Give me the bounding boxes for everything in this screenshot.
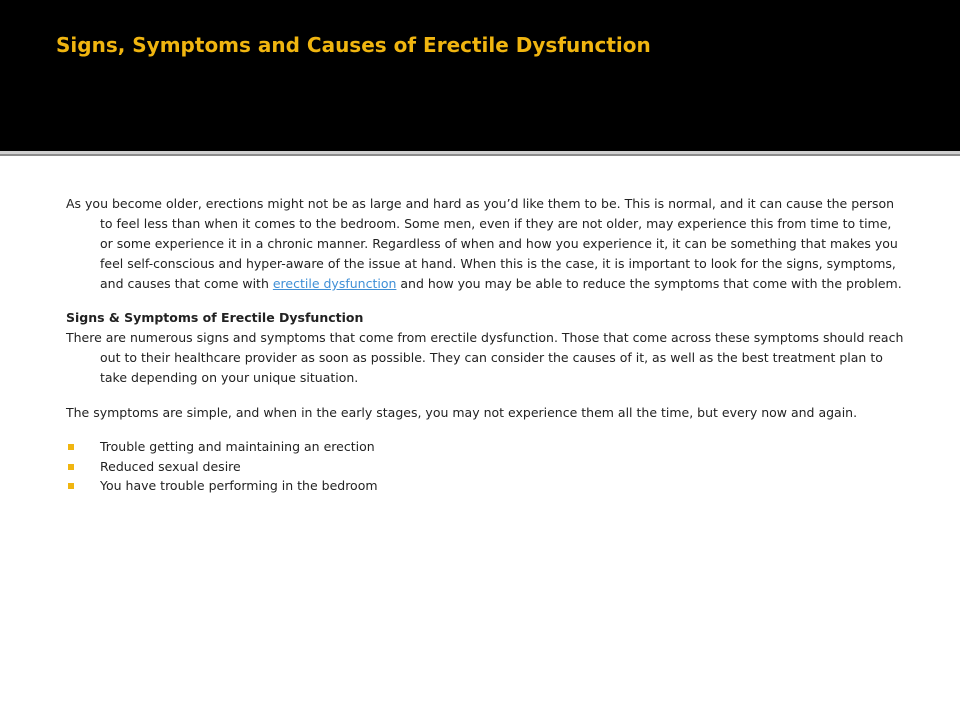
list-item-text: You have trouble performing in the bedroom <box>100 478 378 493</box>
intro-text-after-link: and how you may be able to reduce the symptoms that come with the problem. <box>396 276 902 291</box>
list-item-text: Trouble getting and maintaining an erection <box>100 439 375 454</box>
section-paragraph: There are numerous signs and symptoms that come from erectile dysfunction. Those that come across these symptoms should reach out to their healthcare provider as soon as possible. They can consider the causes of it, as well as the best treatment plan to take depending on your unique situation. <box>66 330 904 385</box>
spacer <box>66 423 906 437</box>
slide-title: Signs, Symptoms and Causes of Erectile Dysfunction <box>56 33 651 57</box>
square-bullet-icon <box>68 464 74 470</box>
list-item-text: Reduced sexual desire <box>100 458 241 474</box>
symptoms-intro: The symptoms are simple, and when in the early stages, you may not experience them all the time, but every now and again. <box>66 405 858 420</box>
list-item <box>66 476 906 496</box>
section-heading: Signs & Symptoms of Erectile Dysfunction <box>66 310 364 325</box>
intro-text-before-link: As you become older, erections might not be as large and hard as you’d like them to be. This is normal, and it can cause the person to feel less than when it comes to the bedroom. Some men, even if they are not older, may experience this from time to time, or some experience it in a chronic manner. Regardless of when and how you experience it, it can be something that makes you feel self-conscious and hyper-aware of the issue at hand. When this is the case, it is important to look for the signs, symptoms, and causes that come with <box>66 196 898 291</box>
square-bullet-icon <box>68 444 74 450</box>
slide-body <box>66 194 906 496</box>
header-divider-dark <box>0 154 960 156</box>
square-bullet-icon <box>68 483 74 489</box>
title-bar <box>0 0 960 151</box>
symptom-list <box>66 437 906 496</box>
list-item <box>66 457 906 477</box>
list-item <box>66 437 906 457</box>
intro-paragraph <box>66 194 906 294</box>
erectile-dysfunction-link[interactable]: erectile dysfunction <box>272 276 397 291</box>
spacer <box>66 388 906 403</box>
spacer <box>66 294 906 308</box>
